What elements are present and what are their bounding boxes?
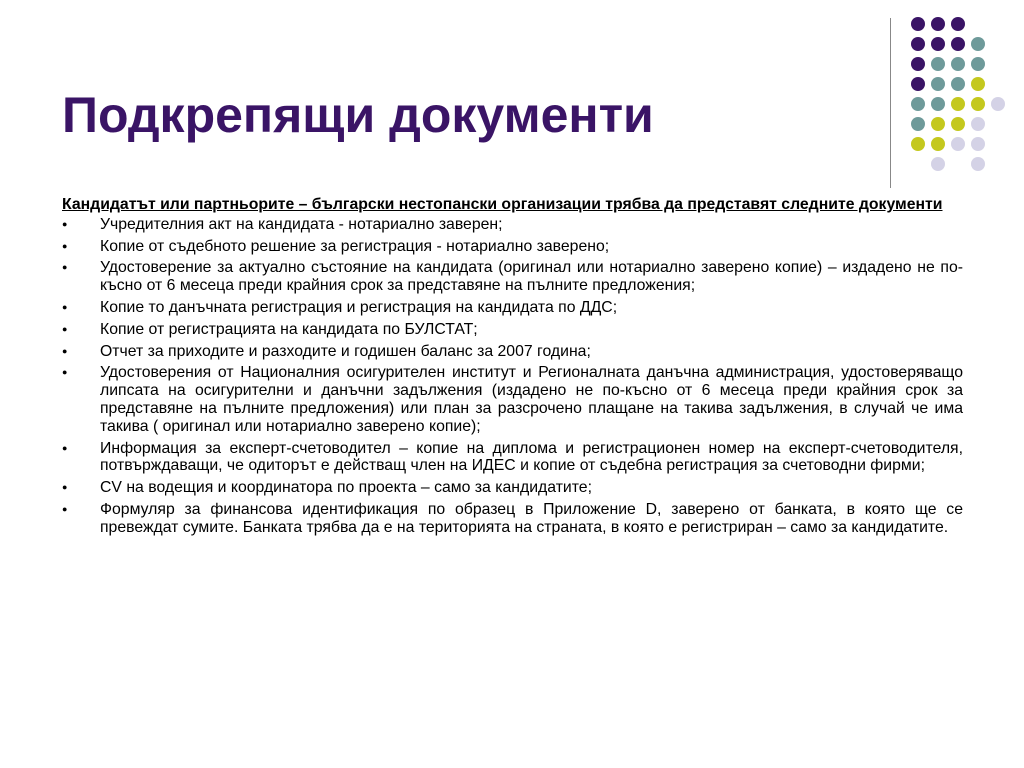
list-item bbox=[62, 501, 963, 537]
bullet-icon: ● bbox=[62, 262, 68, 273]
decorative-dot-icon bbox=[971, 117, 985, 131]
decorative-dot-icon bbox=[951, 77, 965, 91]
decorative-dot-icon bbox=[911, 137, 925, 151]
list-item bbox=[62, 479, 963, 497]
slide-title: Подкрепящи документи bbox=[62, 87, 654, 143]
list-item-text: Удостоверение за актуално състояние на кандидата (оригинал или нотариално заверено копие) – издадено не по-късно от 6 месеца преди крайния срок за представяне на пълните предложения; bbox=[100, 259, 963, 295]
slide-body bbox=[62, 196, 963, 541]
list-item bbox=[62, 259, 963, 295]
list-item-text: Копие от съдебното решение за регистрация - нотариално заверено; bbox=[100, 237, 610, 255]
decorative-dot-icon bbox=[971, 77, 985, 91]
decorative-dot-icon bbox=[931, 117, 945, 131]
bullet-icon: ● bbox=[62, 301, 68, 312]
decorative-dot-icon bbox=[951, 97, 965, 111]
decorative-dot-icon bbox=[931, 157, 945, 171]
intro-text: Кандидатът или партньорите – български нестопански организации трябва да представят следните документи bbox=[62, 196, 943, 213]
list-item-text: Отчет за приходите и разходите и годишен баланс за 2007 година; bbox=[100, 342, 591, 360]
list-item-text: Формуляр за финансова идентификация по образец в Приложение D, заверено от банката, в която ще се превеждат сумите. Банката трябва да е на територията на страната, в която е регистриран – само за кандидатите. bbox=[100, 500, 963, 536]
decorative-dot-icon bbox=[971, 137, 985, 151]
list-item bbox=[62, 440, 963, 476]
decorative-dot-icon bbox=[971, 37, 985, 51]
decorative-dot-icon bbox=[911, 97, 925, 111]
decorative-dot-icon bbox=[971, 97, 985, 111]
decorative-dot-icon bbox=[951, 137, 965, 151]
decorative-dot-icon bbox=[931, 37, 945, 51]
bullet-icon: ● bbox=[62, 323, 68, 334]
bullet-icon: ● bbox=[62, 503, 68, 514]
bullet-icon: ● bbox=[62, 442, 68, 453]
list-item-text: Учредителния акт на кандидата - нотариално заверен; bbox=[100, 215, 503, 233]
decorative-dot-icon bbox=[931, 57, 945, 71]
decorative-dot-icon bbox=[951, 17, 965, 31]
decorative-dot-icon bbox=[971, 57, 985, 71]
bullet-icon: ● bbox=[62, 345, 68, 356]
list-item-text: Копие от регистрацията на кандидата по БУЛСТАТ; bbox=[100, 320, 478, 338]
list-item bbox=[62, 321, 963, 339]
bullet-icon: ● bbox=[62, 218, 68, 229]
list-item-text: Удостоверения от Националния осигурителен институт и Регионалната данъчна администрация, удостоверяващо липсата на осигурителни и данъчни задължения (издадено не по-късно от 6 месеца преди крайния срок за представяне на пълните предложения) или план за разсрочено плащане на такива задължения, в случай че има такива ( оригинал или нотариално заверено копие); bbox=[100, 364, 963, 435]
decorative-dot-icon bbox=[991, 97, 1005, 111]
decorative-dot-grid bbox=[0, 0, 1024, 200]
decorative-dot-icon bbox=[951, 57, 965, 71]
list-item bbox=[62, 238, 963, 256]
list-item bbox=[62, 299, 963, 317]
list-item-text: Копие то данъчната регистрация и регистрация на кандидата по ДДС; bbox=[100, 298, 618, 316]
decorative-dot-icon bbox=[951, 37, 965, 51]
decorative-dot-icon bbox=[931, 97, 945, 111]
decorative-dot-icon bbox=[931, 137, 945, 151]
decorative-dot-icon bbox=[911, 77, 925, 91]
decorative-dot-icon bbox=[911, 57, 925, 71]
bullet-icon: ● bbox=[62, 367, 68, 378]
list-item-text: Информация за експерт-счетоводител – копие на диплома и регистрационен номер на експерт-счетоводителя, потвърждаващи, че одиторът е действащ член на ИДЕС и копие от съдебна регистрация за счетоводни фирми; bbox=[100, 439, 963, 475]
list-item-text: CV на водещия и координатора по проекта – само за кандидатите; bbox=[100, 479, 592, 497]
decorative-dot-icon bbox=[911, 37, 925, 51]
decorative-dot-icon bbox=[931, 17, 945, 31]
decorative-dot-icon bbox=[951, 117, 965, 131]
document-list bbox=[62, 216, 963, 537]
decorative-dot-icon bbox=[931, 77, 945, 91]
decorative-dot-icon bbox=[911, 117, 925, 131]
bullet-icon: ● bbox=[62, 240, 68, 251]
list-item bbox=[62, 343, 963, 361]
list-item bbox=[62, 216, 963, 234]
decorative-dot-icon bbox=[971, 157, 985, 171]
bullet-icon: ● bbox=[62, 482, 68, 493]
list-item bbox=[62, 364, 963, 435]
decorative-dot-icon bbox=[911, 17, 925, 31]
